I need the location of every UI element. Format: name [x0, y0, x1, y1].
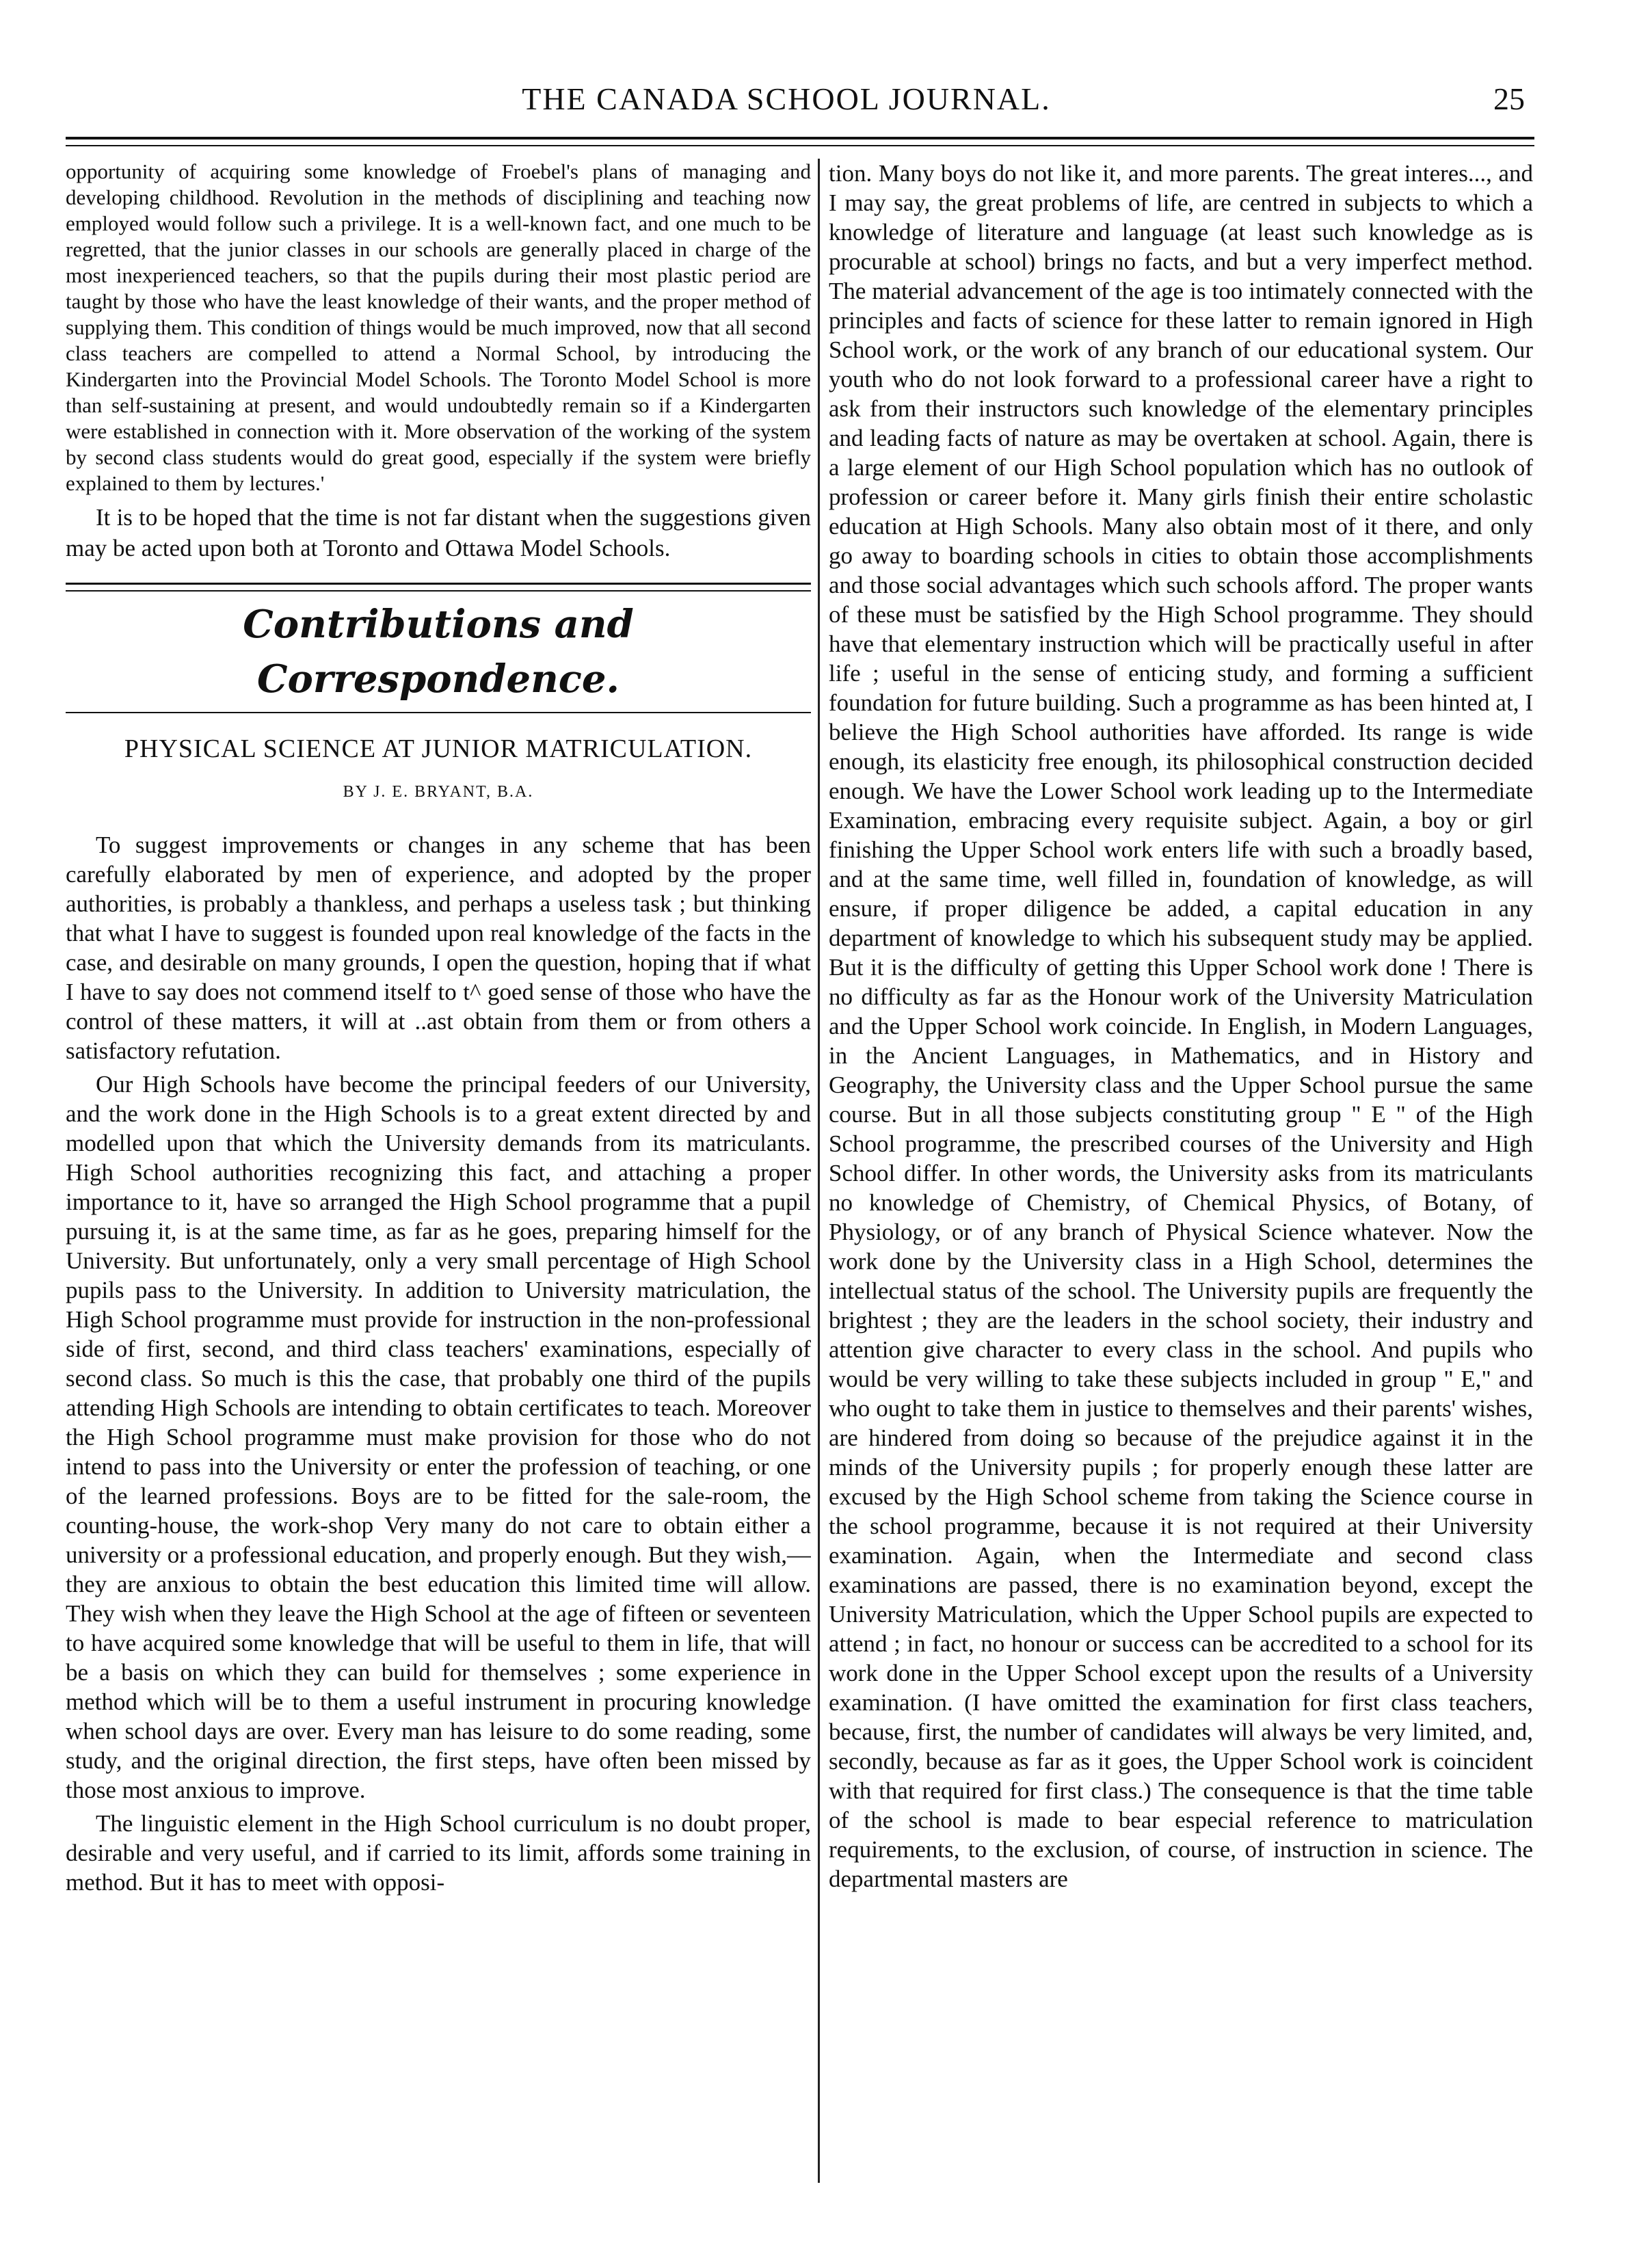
paragraph: tion. Many boys do not like it, and more parents. The great interes..., and I may say, the great problems of life, are centred in subjects to which a knowledge of literature and language (at least such knowledge as is procurable at school) brings no facts, and but a very imperfect method. The material advancement of the age is too intimately connected with the principles and facts of science for these latter to remain ignored in High School work, or the work of any branch of our educational system. Our youth who do not look forward to a professional career have a right to ask from their instructors such knowledge of the elementary principles and leading facts of nature as may be overtaken at school. Again, there is a large element of our High School population which has no outlook of profession or career before it. Many girls finish their entire scholastic education at High Schools. Many also obtain most of it there, and only go away to boarding schools in cities to obtain those accomplishments and those social advantages which such schools afford. The proper wants of these must be satisfied by the High School programme. They should have that elementary instruction which will be practically useful in after life ; useful in the sense of enticing study, and forming a sufficient foundation for future building. Such a programme as has been hinted at, I believe the High School authorities have afforded. Its range is wide enough, its elasticity free enough, its philosophical construction decided enough. We have the Lower School work leading up to the Intermediate Examination, embracing every requisite subject. Again, a boy or girl finishing the Upper School work enters life with such a broadly based, and at the same time, well filled in, foundation of knowledge, as will ensure, if proper diligence be added, a capital education in any department of knowledge to which his subsequent study may be applied. But it is the difficulty of getting this Upper School work done ! There is no difficulty as far as the Honour work of the University Matriculation and the Upper School work coincide. In English, in Modern Languages, in the Ancient Languages, in Mathematics, and in History and Geography, the University class and the Upper School pursue the same course. But in all those subjects constituting group " E " of the High School programme, the prescribed courses of the University and High School differ. In other words, the University asks from its matriculants no knowledge of Chemistry, of Chemical Physics, of Botany, of Physiology, or of any branch of Physical Science whatever. Now the work done by the University class in a High School, determines the intellectual status of the school. The University pupils are frequently the brightest ; they are the leaders in the school society, their industry and attention give character to every class in the school. And pupils who would be very willing to take these subjects included in group " E," and who ought to take them in justice to themselves and their parents' wishes, are hindered from doing so because of the prejudice against it in the minds of the University pupils ; for properly enough these latter are excused by the High School scheme from taking the Science course in the school programme, because it is not required at their University examination. Again, when the Intermediate and second class examinations are passed, there is no examination beyond, except the University Matriculation, which the Upper School pupils are expected to attend ; in fact, no honour or success can be accredited to a school for its work done in the Upper School except upon the results of a University examination. (I have omitted the examination for first class teachers, because, first, the number of candidates will always be very limited, and, secondly, because as far as it goes, the Upper School work is coincident with that required for first class.) The consequence is that the time table of the school is made to bear especial reference to matriculation requirements, to the exclusion, of course, of instruction in science. The departmental masters are	[829, 160, 1533, 1892]
section-heading: Contributions and Correspondence.	[243, 602, 634, 702]
page-header	[48, 81, 1525, 129]
section-rule-bottom	[66, 712, 811, 713]
journal-title: THE CANADA SCHOOL JOURNAL.	[522, 81, 1051, 116]
right-column	[829, 159, 1533, 2196]
paragraph: The linguistic element in the High School curriculum is no doubt proper, desirable and very useful, and if carried to its limit, affords some training in method. But it has to meet with opposi-	[66, 1810, 811, 1896]
section-rule-second	[66, 590, 811, 592]
article-byline: BY J. E. BRYANT, B.A.	[343, 783, 534, 801]
quoted-passage: opportunity of acquiring some knowledge of Froebel's plans of managing and developing childhood. Revolution in the methods of disciplining and teaching now employed would follow such a privilege. It is a well-known fact, and one much to be regretted, that the junior classes in our schools are generally placed in charge of the most inexperienced teachers, so that the pupils during their most plastic period are taught by those who have the least knowledge of their wants, and the proper method of supplying them. This condition of things would be much improved, now that all second class teachers are compelled to attend a Normal School, by introducing the Kindergarten into the Provincial Model Schools. The Toronto Model School is more than self-sustaining at present, and would undoubtedly remain so if a Kindergarten were established in connection with it. More observation of the working of the system by second class students would do great good, especially if the system were briefly explained to them by lectures.'	[66, 159, 811, 495]
paragraph: Our High Schools have become the principal feeders of our University, and the work done in the High Schools is to a great extent directed by and modelled upon that which the University demands from its matriculants. High School authorities recognizing this fact, and attaching a proper importance to it, have so arranged the High School programme that a pupil pursuing it, is at the same time, as far as he goes, preparing himself for the University. But unfortunately, only a very small percentage of High School pupils pass to the University. In addition to University matriculation, the High School programme must provide for instruction in the non-professional side of first, second, and third class teachers' examinations, especially of second class. So much is this the case, that probably one third of the pupils attending High Schools are intending to obtain certificates to teach. Moreover the High School programme must make provision for those who do not intend to pass into the University or enter the profession of teaching, or one of the learned professions. Boys are to be fitted for the sale-room, the counting-house, the work-shop Very many do not care to obtain either a university or a professional education, and properly enough. But they wish,—they are anxious to obtain the best education this limited time will allow. They wish when they leave the High School at the age of fifteen or seventeen to have acquired some knowledge that will be useful to them in life, that will be a basis on which they can build for themselves ; some experience in method which will be to them a useful instrument in procuring knowledge when school days are over. Every man has leisure to do some reading, some study, and the original direction, the first steps, have often been missed by those most anxious to improve.	[66, 1071, 811, 1803]
section-rule-top	[66, 583, 811, 585]
column-divider	[818, 159, 820, 2183]
header-rule-bottom	[66, 145, 1534, 146]
paragraph: To suggest improvements or changes in any scheme that has been carefully elaborated by men of experience, and adopted by the proper authorities, is probably a thankless, and perhaps a useless task ; but thinking that what I have to suggest is founded upon real knowledge of the facts in the case, and desirable on many grounds, I open the question, hoping that if what I have to say does not commend itself to t^ goed sense of those who have the control of these matters, it will at ..ast obtain from them or from others a satisfactory refutation.	[66, 832, 811, 1064]
article-title: PHYSICAL SCIENCE AT JUNIOR MATRICULATION.	[124, 734, 753, 763]
left-column	[66, 159, 811, 2196]
header-rule-top	[66, 137, 1534, 140]
closing-paragraph: It is to be hoped that the time is not far distant when the suggestions given may be acted upon both at Toronto and Ottawa Model Schools.	[66, 504, 811, 561]
page-number: 25	[1493, 81, 1525, 116]
